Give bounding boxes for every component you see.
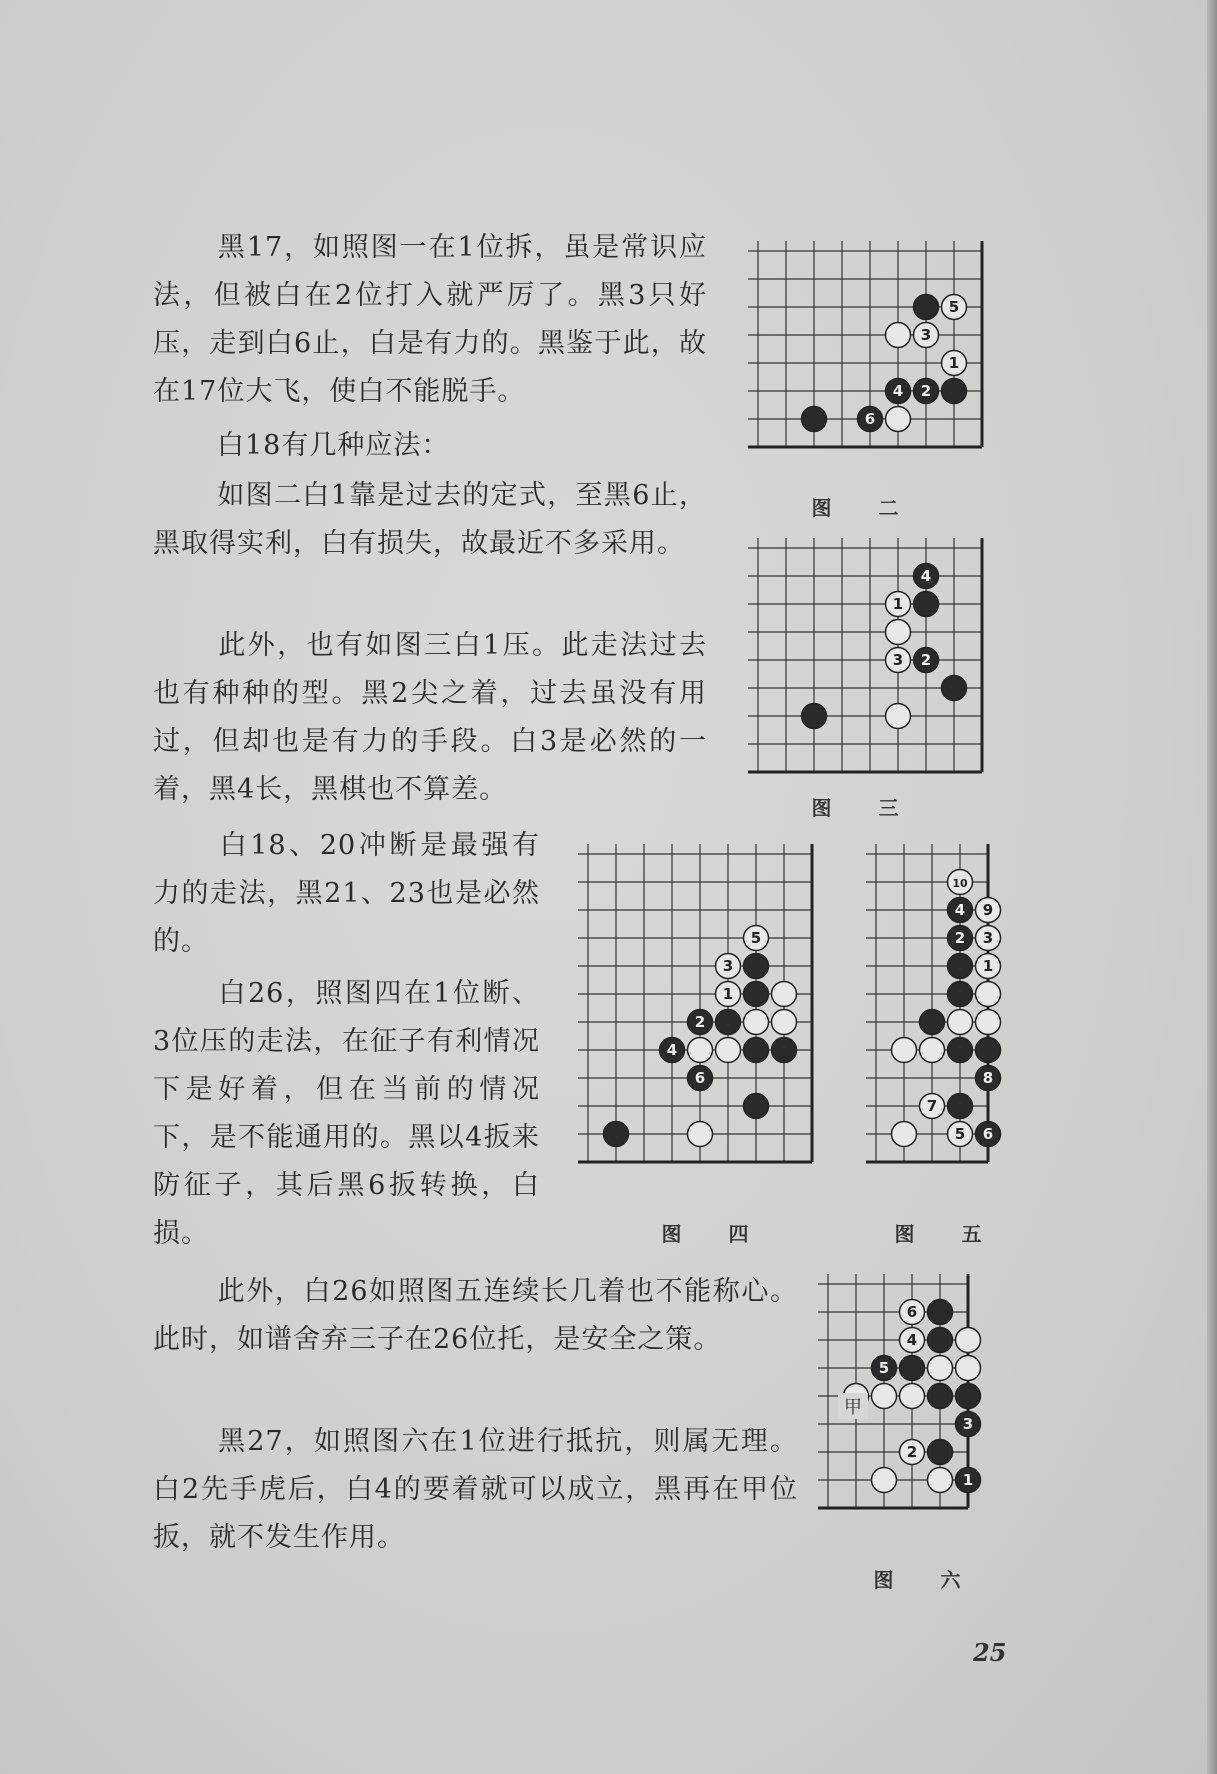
white-stone	[920, 1094, 945, 1119]
move-number: 6	[906, 1303, 918, 1321]
move-number: 1	[892, 595, 904, 613]
move-number: 1	[948, 354, 960, 372]
move-number: 2	[920, 382, 932, 400]
move-number: 3	[982, 929, 994, 947]
black-stone	[942, 676, 967, 701]
paragraph-8: 黑27，如照图六在1位进行抵抗，则属无理。白2先手虎后，白4的要着就可以成立，黑再在甲位扳，就不发生作用。	[153, 1426, 798, 1553]
black-stone	[914, 564, 939, 589]
black-stone	[928, 1440, 953, 1465]
black-stone	[976, 1066, 1001, 1091]
white-stone	[886, 704, 911, 729]
black-stone	[688, 1010, 713, 1035]
move-number: 2	[954, 929, 966, 947]
white-stone	[976, 926, 1001, 951]
move-number: 9	[982, 901, 994, 919]
move-number: 4	[666, 1041, 678, 1059]
white-stone	[872, 1384, 897, 1409]
paragraph-7: 此外，白26如照图五连续长几着也不能称心。此时，如谱舍弃三子在26位托，是安全之策。	[153, 1276, 798, 1355]
paragraph-5: 白18、20冲断是最强有力的走法，黑21、23也是必然的。	[153, 830, 540, 957]
move-number: 2	[920, 651, 932, 669]
white-stone	[872, 1468, 897, 1493]
move-number: 3	[722, 957, 734, 975]
black-stone	[948, 1094, 973, 1119]
move-number: 6	[982, 1125, 994, 1143]
black-stone	[858, 407, 883, 432]
white-stone	[948, 870, 973, 895]
black-stone	[744, 1094, 769, 1119]
figure-caption-5: 图 五	[894, 1222, 1002, 1246]
move-number: 2	[906, 1443, 918, 1461]
black-stone	[956, 1384, 981, 1409]
move-number: 1	[722, 985, 734, 1003]
point-label-jia: 甲	[838, 1393, 868, 1419]
move-number: 3	[920, 326, 932, 344]
white-stone	[892, 1122, 917, 1147]
white-stone	[900, 1384, 925, 1409]
paragraph-3: 如图二白1靠是过去的定式，至黑6止，黑取得实利，白有损失，故最近不多采用。	[153, 480, 707, 559]
move-number: 4	[906, 1331, 918, 1349]
black-stone	[688, 1066, 713, 1091]
black-stone	[948, 1038, 973, 1063]
white-stone	[976, 954, 1001, 979]
go-diagram-4	[572, 838, 828, 1178]
black-stone	[976, 1122, 1001, 1147]
black-stone	[976, 1038, 1001, 1063]
white-stone	[956, 1328, 981, 1353]
white-stone	[900, 1440, 925, 1465]
black-stone	[948, 954, 973, 979]
paragraph-2: 白18有几种应法：	[217, 430, 450, 461]
white-stone	[976, 898, 1001, 923]
white-stone	[886, 620, 911, 645]
go-board-svg	[742, 532, 998, 788]
move-number: 5	[954, 1125, 966, 1143]
move-number: 6	[864, 410, 876, 428]
white-stone	[976, 1010, 1001, 1035]
move-number: 10	[952, 877, 968, 890]
move-number: 5	[750, 929, 762, 947]
white-stone	[772, 1010, 797, 1035]
black-stone	[744, 954, 769, 979]
move-number: 6	[694, 1069, 706, 1087]
figure-caption-3: 图 三	[811, 796, 919, 820]
white-stone	[744, 1010, 769, 1035]
white-stone	[716, 982, 741, 1007]
black-stone	[914, 379, 939, 404]
black-stone	[886, 379, 911, 404]
white-stone	[948, 1122, 973, 1147]
move-number: 3	[962, 1415, 974, 1433]
white-stone	[928, 1356, 953, 1381]
white-stone	[956, 1356, 981, 1381]
white-stone	[928, 1468, 953, 1493]
move-number: 8	[982, 1069, 994, 1087]
black-stone	[744, 1038, 769, 1063]
black-stone	[956, 1468, 981, 1493]
white-stone	[914, 323, 939, 348]
black-stone	[802, 407, 827, 432]
white-stone	[900, 1328, 925, 1353]
white-stone	[948, 1010, 973, 1035]
black-stone	[772, 1038, 797, 1063]
paragraph-1: 黑17，如照图一在1位拆，虽是常识应法，但被白在2位打入就严厉了。黑3只好压，走到白6止，白是有力的。黑鉴于此，故在17位大飞，使白不能脱手。	[153, 232, 707, 407]
black-stone	[948, 898, 973, 923]
figure-caption-4: 图 四	[661, 1222, 769, 1246]
white-stone	[886, 407, 911, 432]
black-stone	[604, 1122, 629, 1147]
go-board-svg	[742, 235, 998, 463]
black-stone	[914, 592, 939, 617]
black-stone	[948, 926, 973, 951]
white-stone	[744, 926, 769, 951]
white-stone	[716, 954, 741, 979]
move-number: 5	[878, 1359, 890, 1377]
move-number: 4	[954, 901, 966, 919]
black-stone	[802, 704, 827, 729]
black-stone	[928, 1328, 953, 1353]
page-edge-shadow	[1207, 0, 1217, 1774]
white-stone	[772, 982, 797, 1007]
move-number: 3	[892, 651, 904, 669]
black-stone	[948, 982, 973, 1007]
white-stone	[942, 295, 967, 320]
black-stone	[956, 1412, 981, 1437]
white-stone	[900, 1300, 925, 1325]
white-stone	[886, 592, 911, 617]
move-number: 5	[948, 298, 960, 316]
white-stone	[716, 1038, 741, 1063]
move-number: 2	[694, 1013, 706, 1031]
go-board-svg	[572, 838, 828, 1178]
figure-caption-6: 图 六	[873, 1568, 981, 1592]
black-stone	[928, 1300, 953, 1325]
go-board-svg	[860, 838, 1004, 1178]
paragraph-4: 此外，也有如图三白1压。此走法过去也有种种的型。黑2尖之着，过去虽没有用过，但却也是有力的手段。白3是必然的一着，黑4长，黑棋也不算差。	[153, 630, 707, 805]
white-stone	[942, 351, 967, 376]
move-number: 1	[962, 1471, 974, 1489]
move-number: 1	[982, 957, 994, 975]
white-stone	[976, 982, 1001, 1007]
paragraph-6: 白26，照图四在1位断、3位压的走法，在征子有利情况下是好着，但在当前的情况下，是不能通用的。黑以4扳来防征子，其后黑6扳转换，白损。	[153, 978, 540, 1249]
move-number: 7	[926, 1097, 938, 1115]
white-stone	[892, 1038, 917, 1063]
move-number: 4	[920, 567, 932, 585]
black-stone	[660, 1038, 685, 1063]
black-stone	[914, 648, 939, 673]
go-diagram-2	[742, 235, 998, 463]
figure-caption-2: 图 二	[811, 496, 919, 520]
page-number: 25	[973, 1638, 1007, 1667]
black-stone	[942, 379, 967, 404]
white-stone	[886, 323, 911, 348]
white-stone	[886, 648, 911, 673]
black-stone	[744, 982, 769, 1007]
white-stone	[688, 1122, 713, 1147]
black-stone	[872, 1356, 897, 1381]
go-diagram-3	[742, 532, 998, 788]
black-stone	[920, 1010, 945, 1035]
black-stone	[914, 295, 939, 320]
black-stone	[716, 1010, 741, 1035]
move-number: 4	[892, 382, 904, 400]
white-stone	[688, 1038, 713, 1063]
go-diagram-5	[860, 838, 1004, 1178]
white-stone	[920, 1038, 945, 1063]
black-stone	[900, 1356, 925, 1381]
black-stone	[928, 1384, 953, 1409]
